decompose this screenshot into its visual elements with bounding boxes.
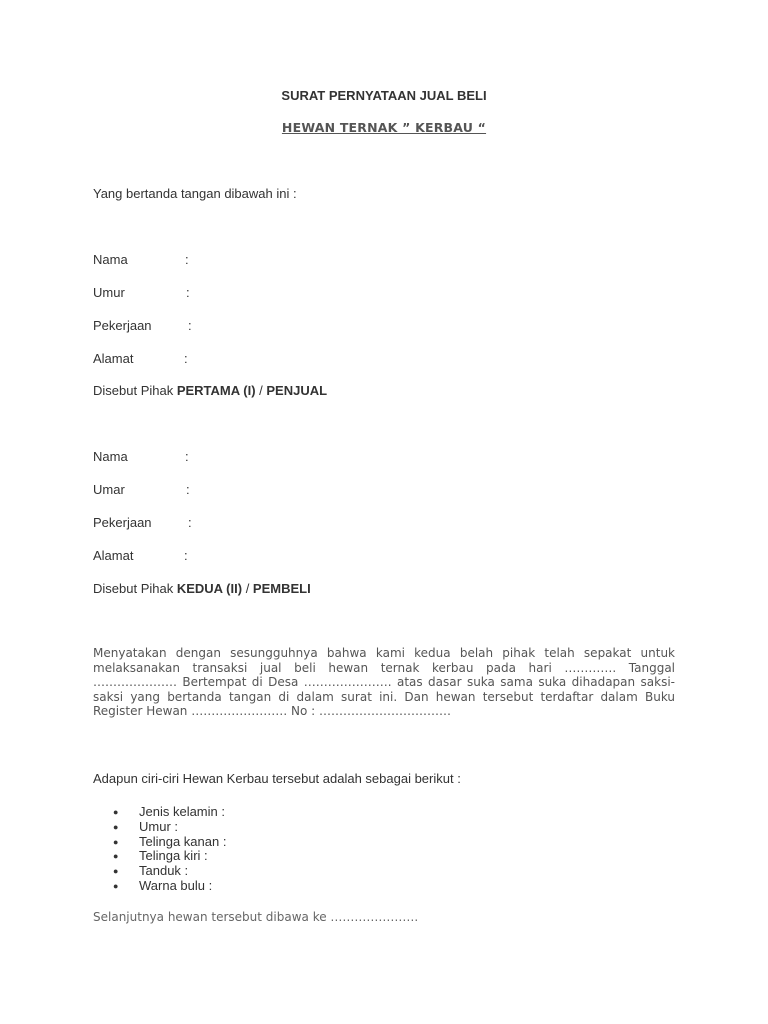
document-subtitle <box>0 120 768 135</box>
seller-designation-label: PENJUAL <box>266 383 328 398</box>
feature-label: Tanduk : <box>139 863 189 879</box>
list-item <box>113 820 226 835</box>
buyer-designation-sep: / <box>242 581 253 596</box>
seller-designation-role: PERTAMA (I) <box>176 383 256 398</box>
feature-label: Telinga kiri : <box>139 848 208 864</box>
buyer-designation-role: KEDUA (II) <box>176 581 243 596</box>
features-list <box>113 805 226 894</box>
buyer-name-label: Nama <box>93 449 128 464</box>
list-item <box>113 864 226 879</box>
bullet-icon: ● <box>113 851 119 862</box>
seller-designation <box>93 383 327 398</box>
feature-label: Umur : <box>139 818 178 834</box>
buyer-address-colon: : <box>184 548 188 563</box>
feature-label: Jenis kelamin : <box>139 804 225 819</box>
seller-designation-prefix: Disebut Pihak <box>93 383 177 398</box>
list-item <box>113 879 226 894</box>
buyer-name-colon: : <box>185 449 189 464</box>
list-item <box>113 835 226 850</box>
seller-address-field <box>93 351 293 367</box>
buyer-age-colon: : <box>186 482 190 497</box>
seller-occupation-field <box>93 318 293 334</box>
buyer-age-label: Umar <box>93 482 125 497</box>
list-item <box>113 849 226 864</box>
buyer-name-field <box>93 449 293 465</box>
buyer-age-field <box>93 482 293 498</box>
statement-paragraph: Menyatakan dengan sesungguhnya bahwa kami kedua belah pihak telah sepakat untuk melaksanakan transaksi jual beli hewan ternak kerbau pada hari …………. Tanggal ………………… Bertempat di Desa …………………. atas dasar suka sama suka dihadapan saksi-saksi yang bertanda tangan di dalam surat ini. Dan hewan tersebut terdaftar dalam Buku Register Hewan …………………… No : …………………………… <box>93 646 675 719</box>
seller-age-label: Umur <box>93 285 125 300</box>
buyer-occupation-field <box>93 515 293 531</box>
bullet-icon: ● <box>113 821 119 832</box>
seller-designation-sep: / <box>255 383 267 398</box>
document-title: SURAT PERNYATAAN JUAL BELI <box>281 88 487 103</box>
buyer-designation-label: PEMBELI <box>252 581 311 596</box>
seller-age-field <box>93 285 293 301</box>
document-subtitle-text: HEWAN TERNAK ” KERBAU “ <box>281 120 487 135</box>
seller-occupation-label: Pekerjaan <box>93 318 152 333</box>
seller-name-colon: : <box>185 252 189 267</box>
intro-text: Yang bertanda tangan dibawah ini : <box>93 186 297 201</box>
seller-name-label: Nama <box>93 252 128 267</box>
buyer-occupation-label: Pekerjaan <box>93 515 152 530</box>
seller-address-label: Alamat <box>93 351 134 366</box>
seller-address-colon: : <box>184 351 188 366</box>
bullet-icon: ● <box>113 866 119 877</box>
feature-label: Warna bulu : <box>139 877 213 893</box>
list-item <box>113 805 226 820</box>
buyer-occupation-colon: : <box>188 515 192 530</box>
buyer-address-field <box>93 548 293 564</box>
feature-label: Telinga kanan : <box>139 833 227 849</box>
buyer-address-label: Alamat <box>93 548 134 563</box>
buyer-designation <box>93 581 311 596</box>
features-intro: Adapun ciri-ciri Hewan Kerbau tersebut adalah sebagai berikut : <box>93 771 461 786</box>
bullet-icon: ● <box>113 836 119 847</box>
seller-age-colon: : <box>186 285 190 300</box>
bullet-icon: ● <box>113 807 119 817</box>
seller-name-field <box>93 252 293 268</box>
buyer-designation-prefix: Disebut Pihak <box>93 581 177 596</box>
closing-line: Selanjutnya hewan tersebut dibawa ke …………………. <box>93 910 419 924</box>
seller-occupation-colon: : <box>188 318 192 333</box>
bullet-icon: ● <box>113 880 119 891</box>
